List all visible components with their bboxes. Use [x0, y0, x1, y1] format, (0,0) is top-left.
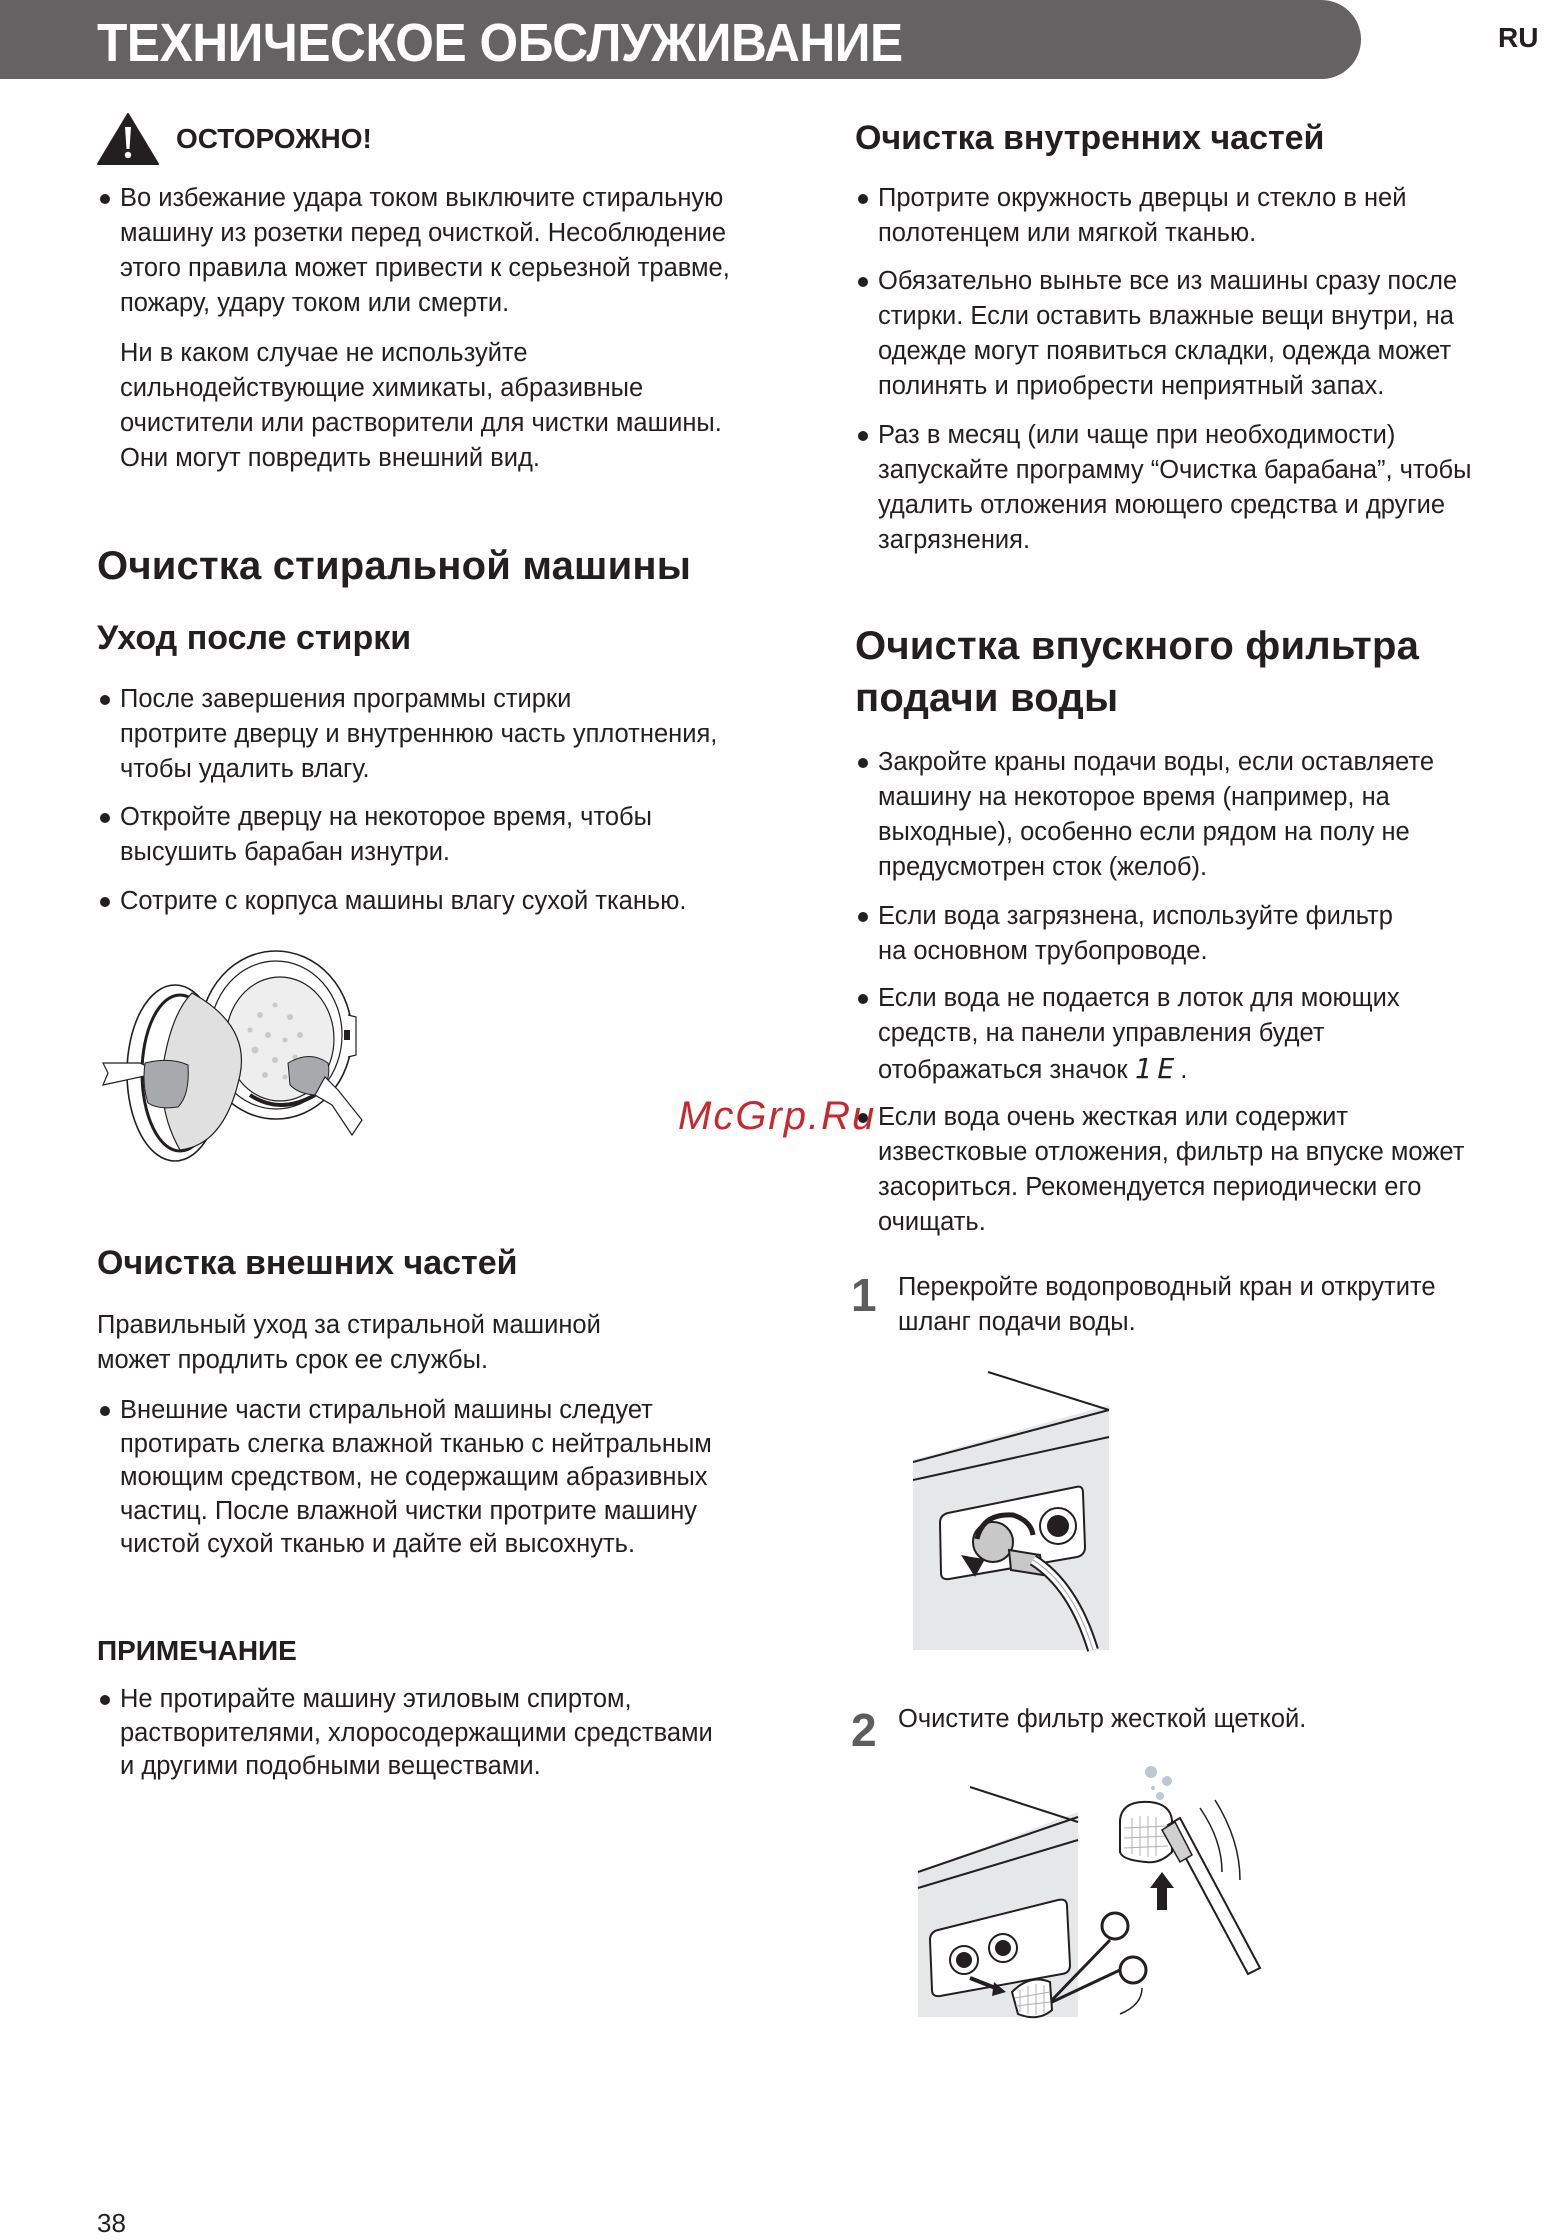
brush-inlet-filter-illustration [910, 1760, 1270, 2020]
note-bullet: Не протирайте машину этиловым спиртом, растворителями, хлоросодержащими средствами и другими подобными веществами. [97, 1682, 713, 1784]
subsection-title-after-wash: Уход после стирки [97, 619, 412, 657]
section-title-cleaning: Очистка стиральной машины [97, 544, 692, 588]
list-item: Закройте краны подачи воды, если оставляете машину на некоторое время (например, на выходные), особенно если рядом на полу не предусмотрен сток (желоб). [855, 745, 1434, 885]
page-title: ТЕХНИЧЕСКОЕ ОБСЛУЖИВАНИЕ [97, 13, 903, 73]
list-item: Если вода загрязнена, используйте фильтр на основном трубопроводе. [855, 899, 1393, 969]
note-title: ПРИМЕЧАНИЕ [97, 1635, 297, 1666]
warning-bullet: Во избежание удара током выключите стиральную машину из розетки перед очисткой. Несоблюдение этого правила может привести к серьезной травме, пожару, удару током или смерти. [97, 181, 730, 321]
list-item: Откройте дверцу на некоторое время, чтобы высушить барабан изнутри. [97, 800, 652, 870]
language-badge: RU [1498, 22, 1539, 53]
step-number-2: 2 [851, 1704, 877, 1756]
warning-heading [97, 113, 372, 165]
list-item: Обязательно выньте все из машины сразу после стирки. Если оставить влажные вещи внутри, на одежде могут появиться складки, одежда может полинять и приобрести неприятный запах. [855, 264, 1457, 404]
list-item: Если вода очень жесткая или содержит известковые отложения, фильтр на впуске может засориться. Рекомендуется периодически его очищать. [855, 1100, 1464, 1240]
header-bar [0, 0, 1361, 79]
step-1-text: Перекройте водопроводный кран и открутите шланг подачи воды. [898, 1273, 1436, 1336]
subsection-title-interior: Очистка внутренних частей [855, 119, 1325, 157]
page-number: 38 [97, 2208, 126, 2238]
bullet-dot [100, 194, 110, 204]
watermark: McGrp.Ru [678, 1094, 877, 1138]
step-number-1: 1 [851, 1269, 877, 1321]
list-item: Внешние части стиральной машины следует протирать слегка влажной тканью с нейтральным моющим средством, не содержащим абразивных частиц. После влажной чистки протрите машину чистой сухой тканью и дайте ей высохнуть. [97, 1393, 712, 1562]
list-item: Если вода не подается в лоток для моющих средств, на панели управления будет отображаться значок 1E. [855, 981, 1400, 1088]
warning-triangle-icon [97, 113, 159, 165]
error-code-1e: 1E [1134, 1052, 1181, 1085]
list-item: После завершения программы стирки протрите дверцу и внутреннюю часть уплотнения, чтобы удалить влагу. [97, 682, 717, 787]
list-item: Сотрите с корпуса машины влагу сухой тканью. [97, 884, 686, 919]
warning-title: ОСТОРОЖНО! [176, 123, 372, 154]
section-title-inlet-filter: Очистка впускного фильтра подачи воды [855, 624, 1420, 720]
washer-door-wiping-illustration [100, 945, 370, 1175]
subsection-title-exterior: Очистка внешних частей [97, 1244, 518, 1282]
step-2-text: Очистите фильтр жесткой щеткой. [898, 1705, 1307, 1733]
unscrew-inlet-hose-illustration [913, 1365, 1113, 1655]
list-item: Раз в месяц (или чаще при необходимости) запускайте программу “Очистка барабана”, чтобы удалить отложения моющего средства и другие загрязнения. [855, 418, 1471, 558]
warning-paragraph: Ни в каком случае не используйте сильнодействующие химикаты, абразивные очистители или растворители для чистки машины. Они могут повредить внешний вид. [120, 339, 722, 472]
exterior-intro: Правильный уход за стиральной машиной может продлить срок ее службы. [97, 1311, 601, 1374]
list-item: Протрите окружность дверцы и стекло в ней полотенцем или мягкой тканью. [855, 181, 1406, 251]
